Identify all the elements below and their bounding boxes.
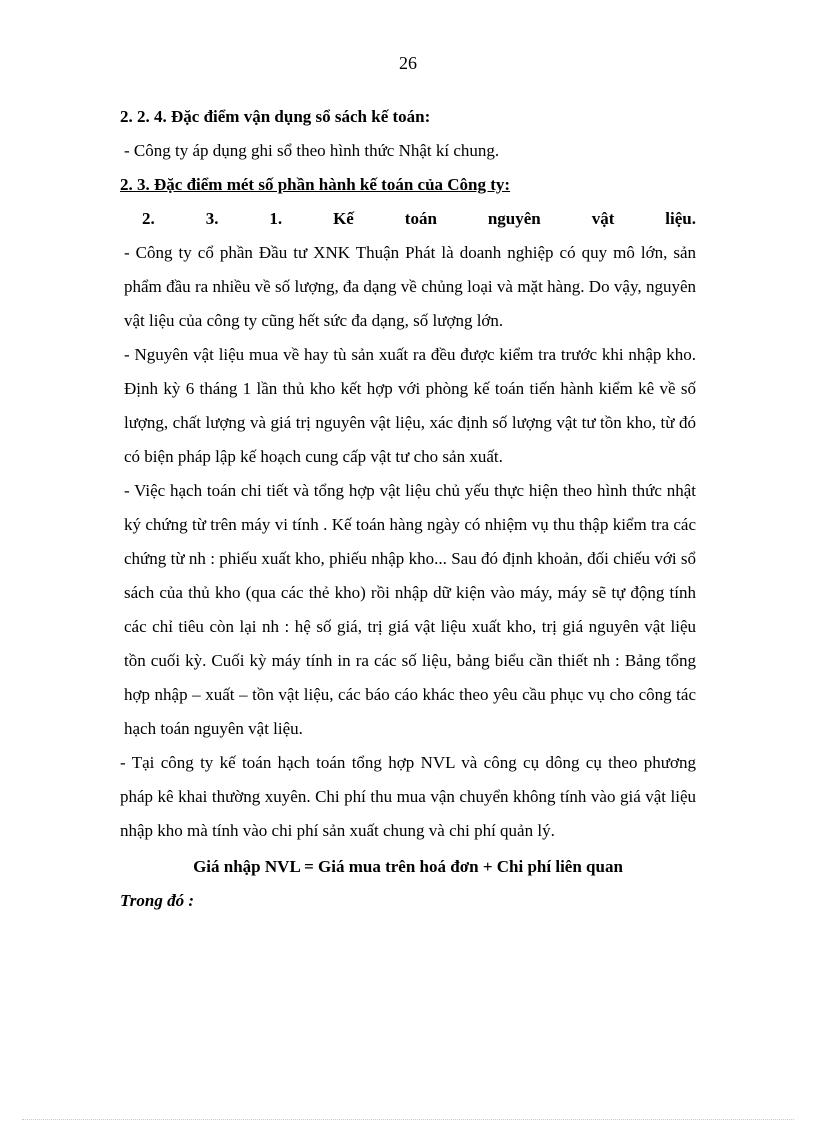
section-heading-2-3: 2. 3. Đặc điểm mét số phần hành kế toán của Công ty:	[120, 175, 511, 194]
page-bottom-divider	[22, 1119, 794, 1120]
paragraph-accounting-process: - Việc hạch toán chi tiết và tổng hợp vật liệu chủ yếu thực hiện theo hình thức nhật ký chứng từ trên máy vi tính . Kế toán hàng ngày có nhiệm vụ thu thập kiểm tra các chứng từ nh : phiếu xuất kho, phiếu nhập kho... Sau đó định khoản, đối chiếu với sổ sách của thủ kho (qua các thẻ kho) rồi nhập dữ kiện vào máy, máy sẽ tự động tính các chỉ tiêu còn lại nh : hệ số giá, trị giá vật liệu xuất kho, trị giá nguyên vật liệu tồn cuối kỳ. Cuối kỳ máy tính in ra các số liệu, bảng biểu cần thiết nh : Bảng tổng hợp nhập – xuất – tồn vật liệu, các báo cáo khác theo yêu cầu phục vụ cho công tác hạch toán nguyên vật liệu.	[124, 481, 696, 738]
paragraph-perpetual-method: - Tại công ty kế toán hạch toán tổng hợp NVL và công cụ dông cụ theo phương pháp kê khai thường xuyên. Chi phí thu mua vận chuyển không tính vào giá vật liệu nhập kho mà tính vào chi phí sản xuất chung và chi phí quản lý.	[120, 753, 696, 840]
page-number: 26	[399, 53, 417, 73]
section-heading-2-3-1: 2. 3. 1. Kế toán nguyên vật liệu.	[142, 209, 696, 228]
paragraph-inventory-check: - Nguyên vật liệu mua về hay tù sản xuất ra đều được kiểm tra trước khi nhập kho. Định kỳ 6 tháng 1 lần thủ kho kết hợp với phòng kế toán tiến hành kiểm kê về số lượng, chất lượng và giá trị nguyên vật liệu, xác định số lượng vật tư tồn kho, từ đó có biện pháp lập kế hoạch cung cấp vật tư cho sản xuất.	[124, 345, 696, 466]
formula-material-price: Giá nhập NVL = Giá mua trên hoá đơn + Chi phí liên quan	[193, 857, 623, 876]
note-label: Trong đó :	[120, 891, 194, 910]
section-2-2-4-text: - Công ty áp dụng ghi sổ theo hình thức Nhật kí chung.	[124, 141, 500, 160]
section-heading-2-2-4: 2. 2. 4. Đặc điểm vận dụng sổ sách kế toán:	[120, 107, 431, 126]
document-body	[120, 100, 696, 918]
paragraph-company-overview: - Công ty cổ phần Đầu tư XNK Thuận Phát là doanh nghiệp có quy mô lớn, sản phẩm đầu ra nhiều về số lượng, đa dạng về chủng loại và mặt hàng. Do vậy, nguyên vật liệu của công ty cũng hết sức đa dạng, số lượng lớn.	[124, 243, 696, 330]
